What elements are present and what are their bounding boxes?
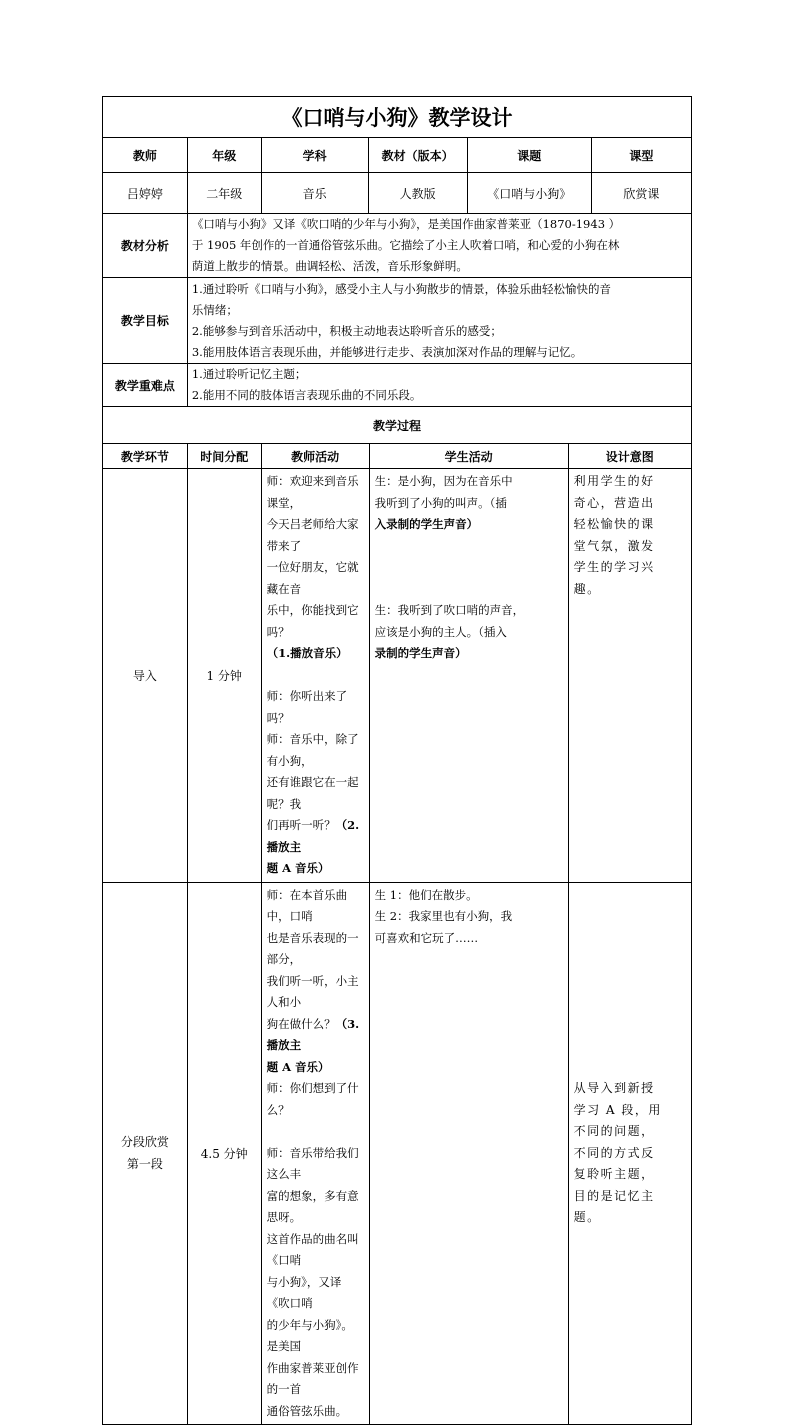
- text-line: 复聆听主题，: [573, 1167, 655, 1181]
- text-line: 生：我听到了吹口哨的声音，: [374, 603, 525, 617]
- textbook-header: 教材（版本）: [368, 138, 467, 173]
- grade-value: 二年级: [187, 173, 261, 214]
- text-line: 乐中，你能找到它吗？: [266, 603, 359, 639]
- keypoints-row: [103, 364, 692, 407]
- stage-cell: 导入: [103, 469, 188, 883]
- instruction-note: 题 A 音乐）: [266, 1059, 330, 1074]
- instruction-note: （3.播放主: [266, 1016, 360, 1052]
- text-line: 不同的问题，: [573, 1124, 655, 1138]
- text-line: 从导入到新授: [573, 1081, 655, 1095]
- lesson-type-value: 欣赏课: [591, 173, 691, 214]
- text-line: 师：你们想到了什么？: [266, 1081, 359, 1117]
- goal-line: 乐情绪；: [191, 302, 238, 317]
- stage-line: 分段欣赏: [120, 1135, 169, 1150]
- analysis-line: 《口哨与小狗》又译《吹口哨的少年与小狗》，是美国作曲家普莱亚（1870-1943 ）: [191, 217, 621, 231]
- stage-header: 教学环节: [103, 444, 188, 469]
- teacher-header: 教师: [103, 138, 188, 173]
- subject-header: 学科: [261, 138, 368, 173]
- student-activity-cell: [369, 882, 568, 1425]
- text-line: 师：音乐中，除了有小狗，: [266, 732, 359, 768]
- text-line: 利用学生的好: [573, 474, 655, 488]
- text-line: 可喜欢和它玩了……: [374, 930, 479, 945]
- time-cell: 1 分钟: [187, 469, 261, 883]
- design-intent-cell: [568, 882, 691, 1425]
- design-intent-cell: [568, 469, 691, 883]
- lesson-plan-document: [102, 96, 692, 1425]
- keypoints-text: [187, 364, 691, 407]
- text-line: 学生的学习兴: [573, 560, 655, 574]
- text-line: 生：是小狗，因为在音乐中: [374, 474, 513, 488]
- text-line: 通俗管弦乐曲。: [266, 1403, 348, 1418]
- instruction-note: 录制的学生声音）: [374, 646, 467, 660]
- info-header-row: [103, 138, 692, 173]
- textbook-value: 人教版: [368, 173, 467, 214]
- design-intent-header: 设计意图: [568, 444, 691, 469]
- text-line: 师：欢迎来到音乐课堂，: [266, 474, 359, 510]
- text-line: 目的是记忆主: [573, 1188, 655, 1203]
- analysis-label: 教材分析: [103, 214, 188, 278]
- text-line: 师：音乐带给我们这么丰: [266, 1145, 359, 1181]
- teacher-activity-header: 教师活动: [261, 444, 369, 469]
- process-header-row: [103, 444, 692, 469]
- lesson-type-header: 课型: [591, 138, 691, 173]
- analysis-text: [187, 214, 691, 278]
- goals-row: [103, 278, 692, 364]
- lesson-plan-table: [102, 96, 692, 1425]
- topic-value: 《口哨与小狗》: [467, 173, 591, 214]
- text-line: 我们听一听，小主人和小: [266, 973, 359, 1009]
- stage-cell: [103, 882, 188, 1425]
- instruction-note: （1.播放音乐）: [266, 646, 348, 660]
- instruction-note: （2.播放主: [266, 818, 360, 854]
- text-line: 这首作品的曲名叫《口哨: [266, 1231, 359, 1267]
- text-line: 轻松愉快的课: [573, 517, 655, 531]
- info-value-row: [103, 173, 692, 214]
- text-line: 生 2：我家里也有小狗，我: [374, 909, 513, 923]
- teacher-name: 吕婷婷: [103, 173, 188, 214]
- student-activity-header: 学生活动: [369, 444, 568, 469]
- goals-label: 教学目标: [103, 278, 188, 364]
- process-row-intro: [103, 469, 692, 883]
- teacher-activity-cell: [261, 469, 369, 883]
- stage-line: 第一段: [126, 1157, 163, 1172]
- analysis-line: 荫道上散步的情景。曲调轻松、活泼，音乐形象鲜明。: [191, 259, 468, 273]
- goal-line: 2.能够参与到音乐活动中，积极主动地表达聆听音乐的感受；: [191, 323, 502, 338]
- time-cell: 4.5 分钟: [187, 882, 261, 1425]
- process-title: 教学过程: [103, 407, 692, 444]
- grade-header: 年级: [187, 138, 261, 173]
- analysis-row: [103, 214, 692, 278]
- analysis-line: 于 1905 年创作的一首通俗管弦乐曲。它描绘了小主人吹着口哨，和心爱的小狗在林: [191, 238, 620, 252]
- topic-header: 课题: [467, 138, 591, 173]
- time-header: 时间分配: [187, 444, 261, 469]
- text-line: 师：在本首乐曲中，口哨: [266, 887, 348, 923]
- text-line: 富的想象，多有意思呀。: [266, 1188, 359, 1224]
- text-line: 们再听一听？: [266, 818, 336, 832]
- text-line: 也是音乐表现的一部分，: [266, 930, 359, 966]
- teacher-activity-cell: [261, 882, 369, 1425]
- subject-value: 音乐: [261, 173, 368, 214]
- keypoints-label: 教学重难点: [103, 364, 188, 407]
- instruction-note: 题 A 音乐）: [266, 861, 330, 875]
- text-line: 不同的方式反: [573, 1145, 655, 1160]
- goal-line: 3.能用肢体语言表现乐曲，并能够进行走步、表演加深对作品的理解与记忆。: [191, 344, 583, 359]
- text-line: 生 1：他们在散步。: [374, 887, 478, 902]
- process-row-section-one: [103, 882, 692, 1425]
- text-line: 狗在做什么？: [266, 1016, 336, 1031]
- text-line: 作曲家普莱亚创作的一首: [266, 1360, 359, 1396]
- keypoint-line: 2.能用不同的肢体语言表现乐曲的不同乐段。: [191, 388, 422, 402]
- text-line: 的少年与小狗》。是美国: [266, 1317, 353, 1353]
- text-line: 应该是小狗的主人。（插入: [374, 624, 507, 639]
- text-line: 趣。: [573, 581, 601, 596]
- goals-text: [187, 278, 691, 364]
- text-line: 奇心，营造出: [573, 495, 655, 510]
- document-title: 《口哨与小狗》教学设计: [103, 97, 692, 138]
- text-line: 堂气氛，激发: [573, 538, 655, 553]
- text-line: 一位好朋友，它就藏在音: [266, 560, 359, 596]
- goal-line: 1.通过聆听《口哨与小狗》，感受小主人与小狗散步的情景，体验乐曲轻松愉快的音: [191, 281, 612, 296]
- keypoint-line: 1.通过聆听记忆主题；: [191, 367, 307, 381]
- text-line: 学习 A 段，用: [573, 1102, 662, 1117]
- student-activity-cell: [369, 469, 568, 883]
- text-line: 还有谁跟它在一起呢？我: [266, 775, 359, 811]
- text-line: 今天吕老师给大家带来了: [266, 517, 359, 553]
- text-line: 与小狗》，又译《吹口哨: [266, 1274, 342, 1310]
- instruction-note: 入录制的学生声音）: [374, 517, 479, 531]
- text-line: 师：你听出来了吗？: [266, 689, 348, 725]
- text-line: 题。: [573, 1210, 601, 1224]
- text-line: 我听到了小狗的叫声。（插: [374, 495, 507, 510]
